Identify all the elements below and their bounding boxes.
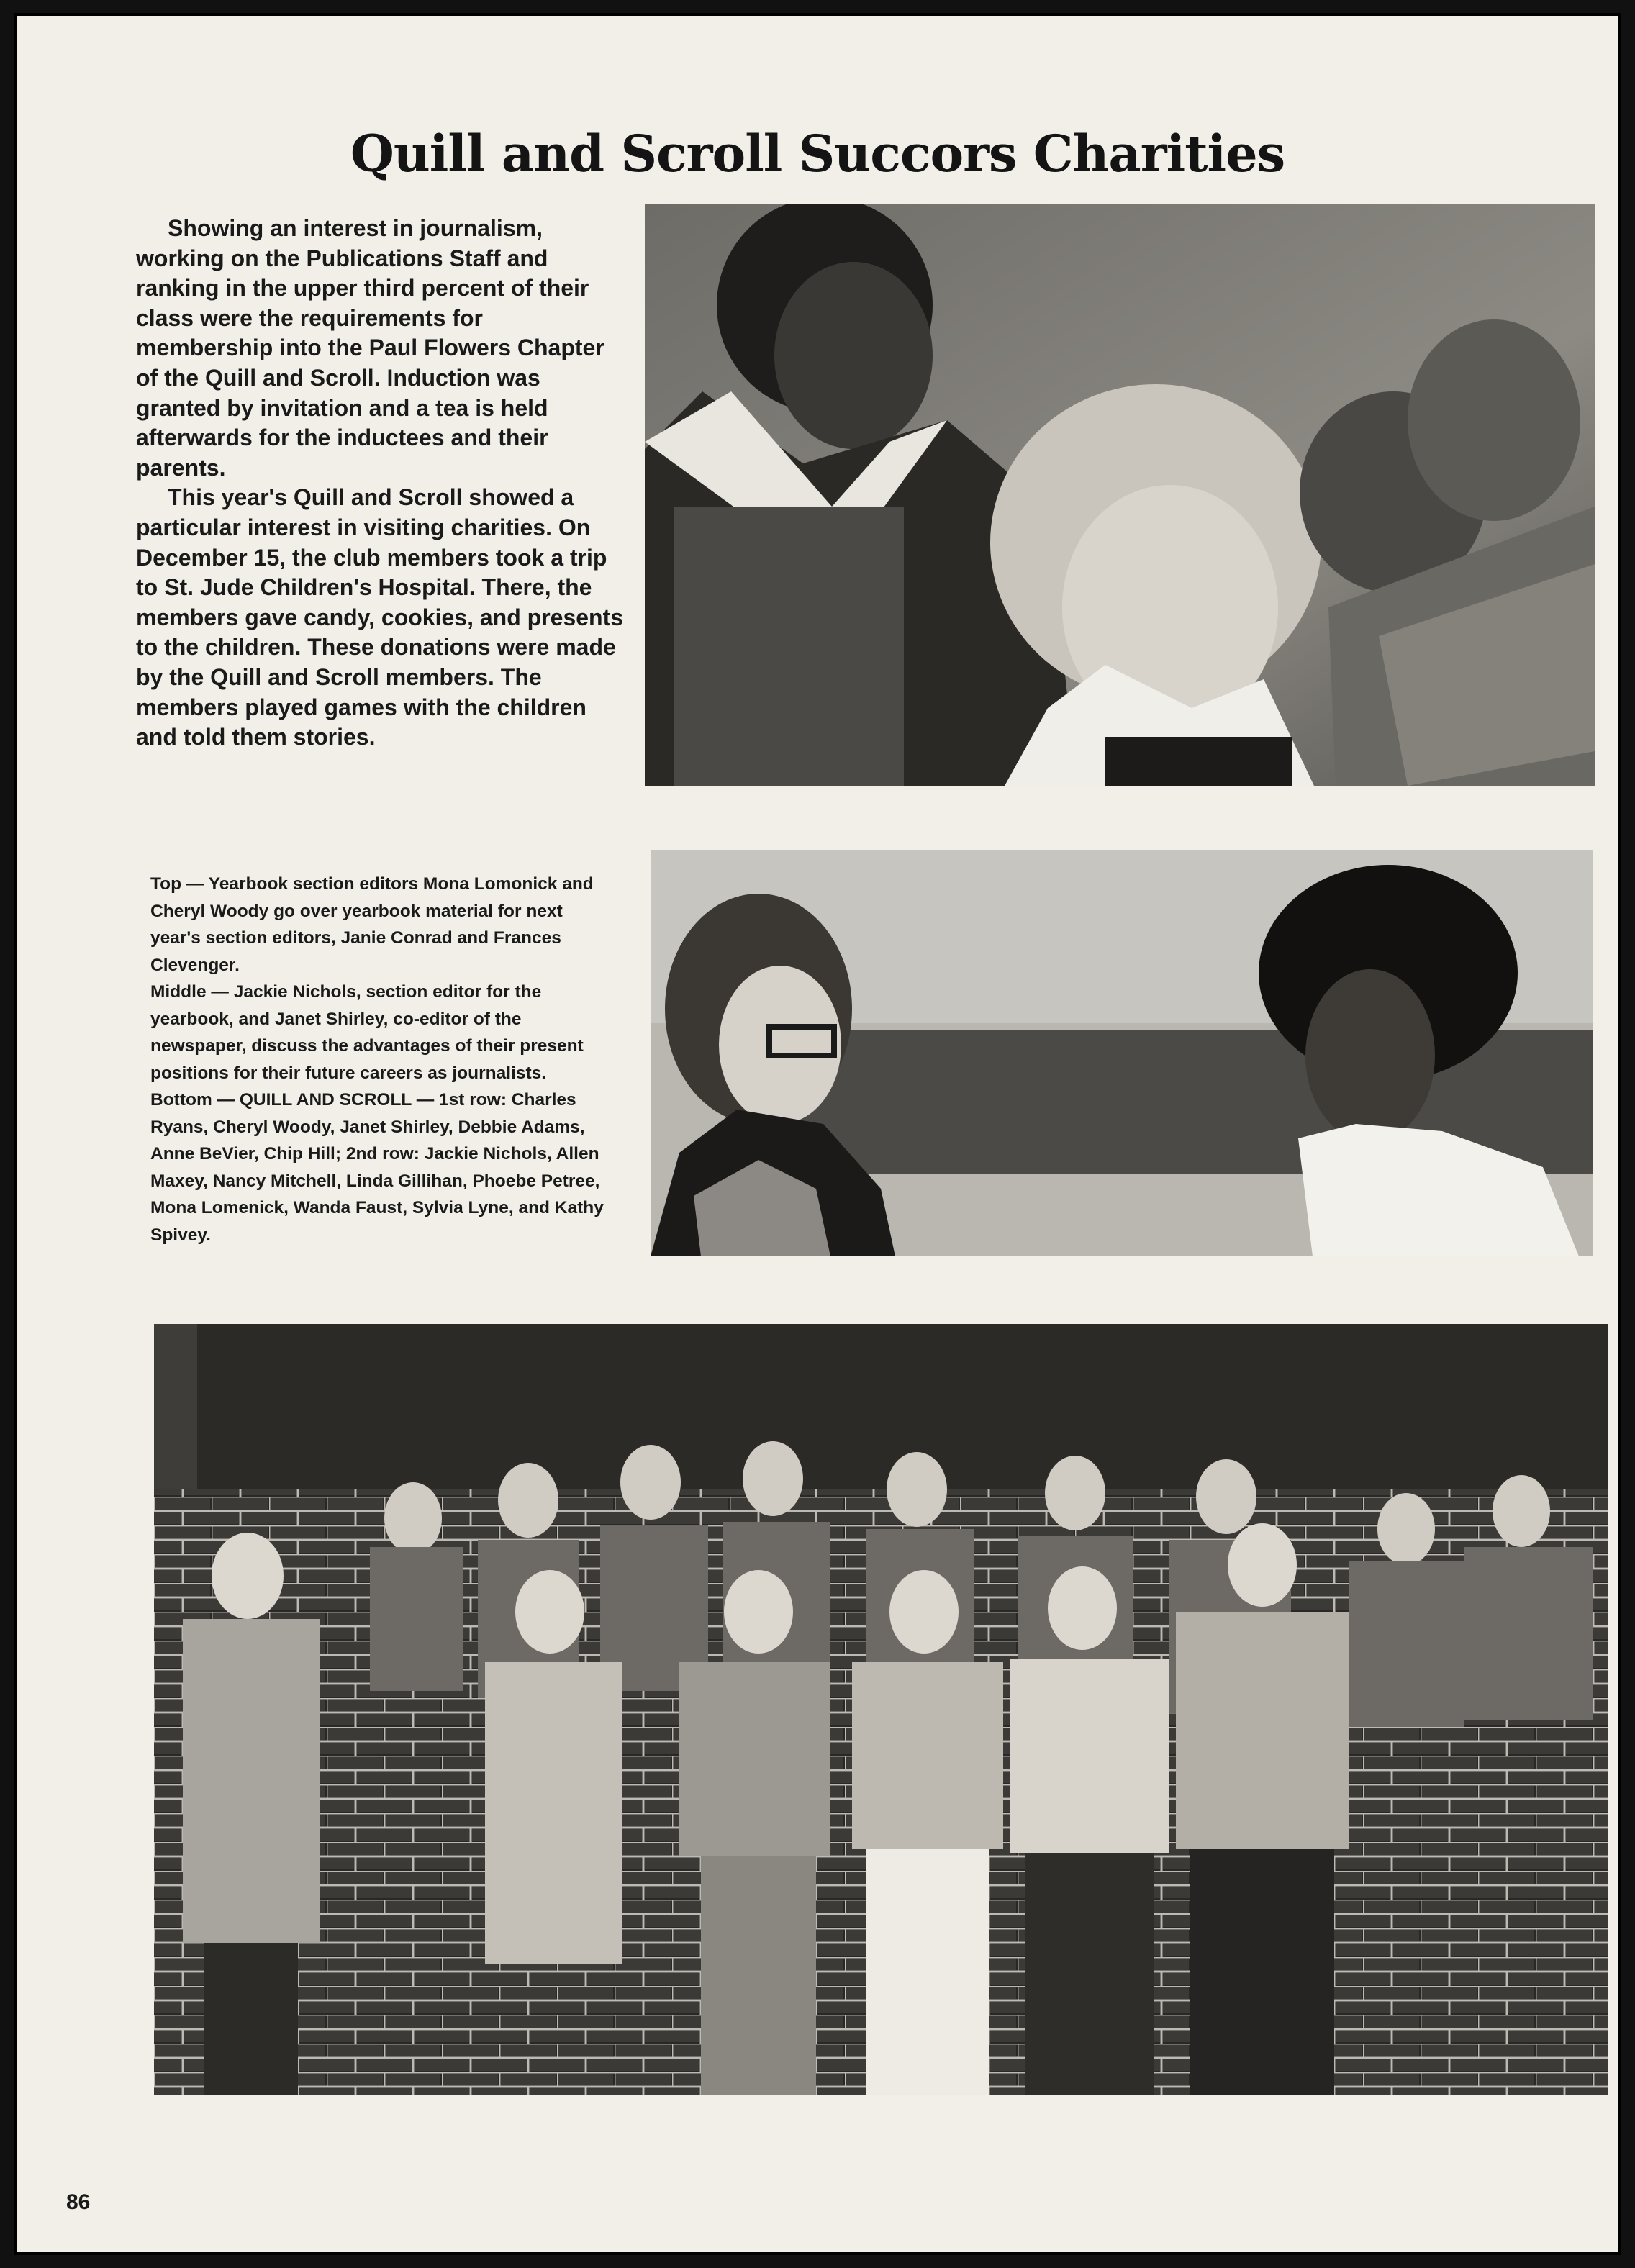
article-paragraph: This year's Quill and Scroll showed a particular interest in visiting charities. On December 15, the club members took a trip to St. Jude Children's Hospital. There, the members gave candy, cookies, and presents to the children. These donations were made by the Quill and Scroll members. The members played games with the children and told them stories. [136,484,624,750]
caption-bottom: Bottom — QUILL AND SCROLL — 1st row: Charles Ryans, Cheryl Woody, Janet Shirley, Debbie Adams, Anne BeVier, Chip Hill; 2nd row: Jackie Nichols, Allen Maxey, Nancy Mitchell, Linda Gillihan, Phoebe Petree, Mona Lomenick, Wanda Faust, Sylvia Lyne, and Kathy Spivey. [150,1090,604,1245]
photo-captions [150,871,611,1248]
caption-middle: Middle — Jackie Nichols, section editor for the yearbook, and Janet Shirley, co-editor of the newspaper, discuss the advantages of their present positions for their future careers as journalists. [150,982,584,1083]
photo-group-image [154,1324,1608,2095]
page-title: Quill and Scroll Succors Charities [350,124,1285,183]
photo-group [154,1324,1608,2095]
article-body [136,214,625,753]
article-paragraph: Showing an interest in journalism, working on the Publications Staff and ranking in the upper third percent of their class were the requirements for membership into the Paul Flowers Chapter of the Quill and Scroll. Induction was granted by invitation and a tea is held afterwards for the inductees and their parents. [136,215,604,481]
photo-top-image [645,204,1595,786]
photo-middle-image [651,850,1593,1256]
photo-middle [651,850,1593,1256]
photo-top [645,204,1595,786]
yearbook-page [14,13,1621,2255]
caption-top: Top — Yearbook section editors Mona Lomonick and Cheryl Woody go over yearbook material for next year's section editors, Janie Conrad and Frances Clevenger. [150,874,594,975]
page-number: 86 [66,2190,91,2214]
